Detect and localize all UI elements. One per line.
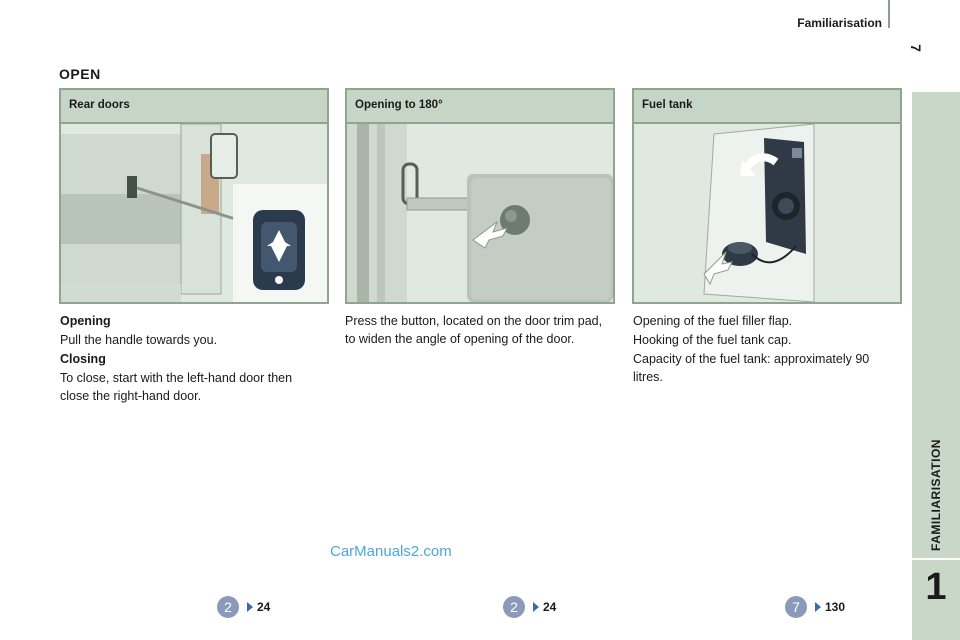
side-tab-label: FAMILIARISATION xyxy=(929,439,943,551)
section-title: OPEN xyxy=(59,66,101,82)
opening-180-text xyxy=(345,312,607,349)
chapter-number: 1 xyxy=(925,566,947,608)
closing-text: To close, start with the left-hand door then close the right-hand door. xyxy=(60,371,293,403)
fuel-tank-text xyxy=(633,312,895,387)
reference-page: 24 xyxy=(257,600,271,614)
chapter-badge: 2 xyxy=(503,596,525,618)
panel-opening-180 xyxy=(345,88,615,304)
watermark-link[interactable]: CarManuals2.com xyxy=(330,543,452,560)
panel-title: Opening to 180° xyxy=(347,90,613,124)
fuel-line-2: Hooking of the fuel tank cap. xyxy=(633,333,792,347)
reference-link[interactable] xyxy=(785,595,845,619)
rear-doors-text xyxy=(60,312,322,406)
opening-180-description: Press the button, located on the door trim pad, to widen the angle of opening of the door. xyxy=(345,314,603,346)
rear-doors-illustration xyxy=(61,124,327,302)
panel-title: Rear doors xyxy=(61,90,327,124)
fuel-line-3: Capacity of the fuel tank: approximately 90 litres. xyxy=(633,352,870,384)
closing-heading: Closing xyxy=(60,352,106,366)
door-trim-illustration xyxy=(347,124,613,302)
opening-heading: Opening xyxy=(60,314,111,328)
arrow-right-icon xyxy=(533,602,539,612)
arrow-right-icon xyxy=(247,602,253,612)
reference-link[interactable] xyxy=(217,595,270,619)
arrow-right-icon xyxy=(815,602,821,612)
header-divider xyxy=(888,0,890,28)
reference-link[interactable] xyxy=(503,595,556,619)
panel-fuel-tank xyxy=(632,88,902,304)
header-title: Familiarisation xyxy=(797,16,882,30)
panel-title: Fuel tank xyxy=(634,90,900,124)
reference-page: 130 xyxy=(825,600,846,614)
opening-text: Pull the handle towards you. xyxy=(60,333,218,347)
reference-page: 24 xyxy=(543,600,557,614)
chapter-badge: 7 xyxy=(785,596,807,618)
panel-rear-doors xyxy=(59,88,329,304)
page-number: 7 xyxy=(907,44,924,52)
fuel-filler-illustration xyxy=(634,124,900,302)
chapter-badge: 2 xyxy=(217,596,239,618)
fuel-line-1: Opening of the fuel filler flap. xyxy=(633,314,793,328)
